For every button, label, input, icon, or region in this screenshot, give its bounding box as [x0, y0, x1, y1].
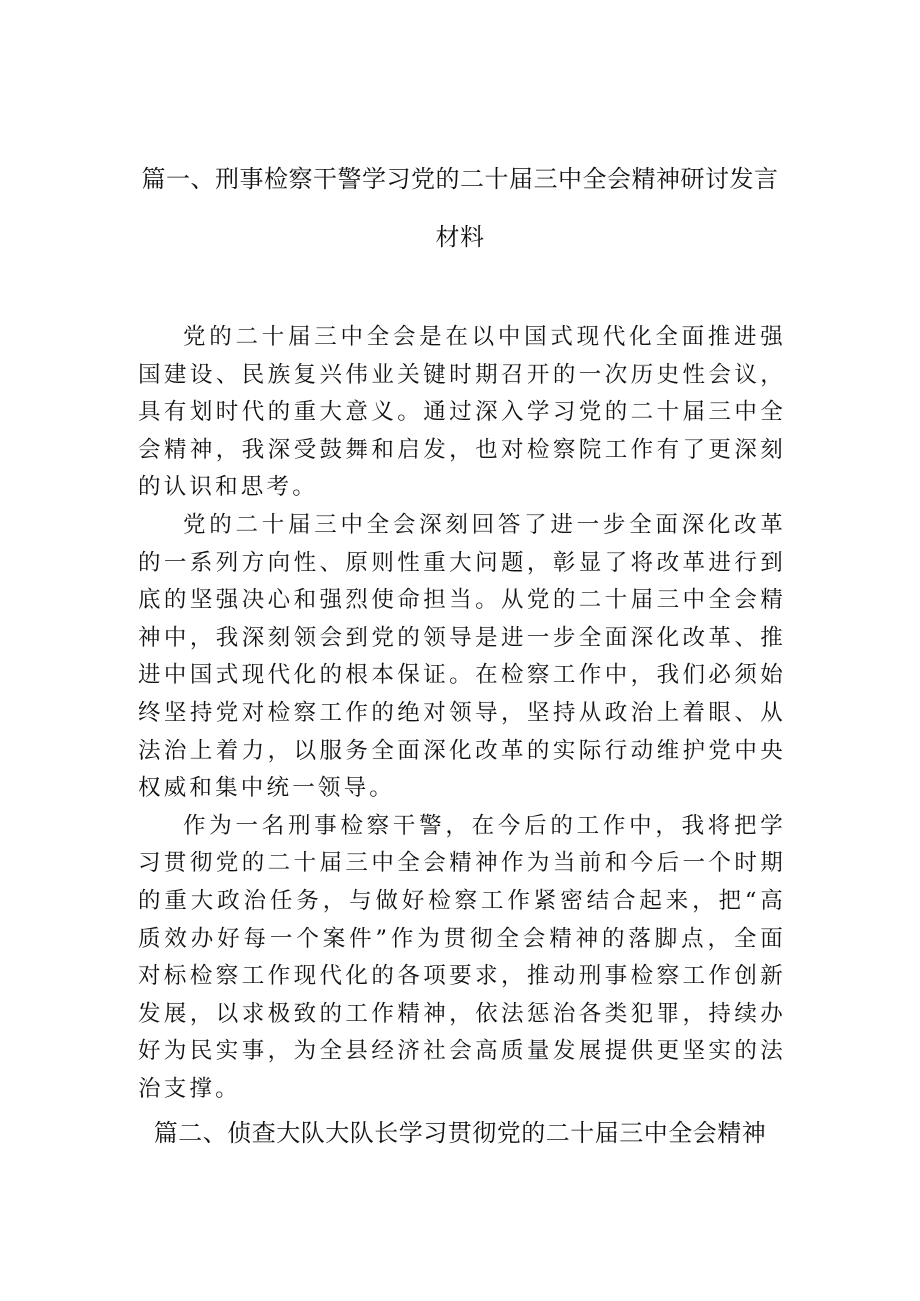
article-two-title: 篇二、侦查大队大队长学习贯彻党的二十届三中全会精神: [153, 1119, 767, 1147]
paragraph-1: 党的二十届三中全会是在以中国式现代化全面推进强国建设、民族复兴伟业关键时期召开的一次历史性会议，具有划时代的重大意义。通过深入学习党的二十届三中全会精神，我深受鼓舞和启发，也对检察院工作有了更深刻的认识和思考。: [138, 324, 786, 501]
paragraph-3: 作为一名刑事检察干警，在今后的工作中，我将把学习贯彻党的二十届三中全会精神作为当前和今后一个时期的重大政治任务，与做好检察工作紧密结合起来，把“高质效办好每一个案件”作为贯彻全会精神的落脚点，全面对标检察工作现代化的各项要求，推动刑事检察工作创新发展，以求极致的工作精神，依法惩治各类犯罪，持续办好为民实事，为全县经济社会高质量发展提供更坚实的法治支撑。: [138, 812, 786, 1102]
article-one-body: [138, 319, 786, 1108]
paragraph-2: 党的二十届三中全会深刻回答了进一步全面深化改革的一系列方向性、原则性重大问题，彰显了将改革进行到底的坚强决心和强烈使命担当。从党的二十届三中全会精神中，我深刻领会到党的领导是进一步全面深化改革、推进中国式现代化的根本保证。在检察工作中，我们必须始终坚持党对检察工作的绝对领导，坚持从政治上着眼、从法治上着力，以服务全面深化改革的实际行动维护党中央权威和集中统一领导。: [138, 511, 786, 802]
article-one-title: 篇一、刑事检察干警学习党的二十届三中全会精神研讨发言材料: [141, 165, 779, 251]
